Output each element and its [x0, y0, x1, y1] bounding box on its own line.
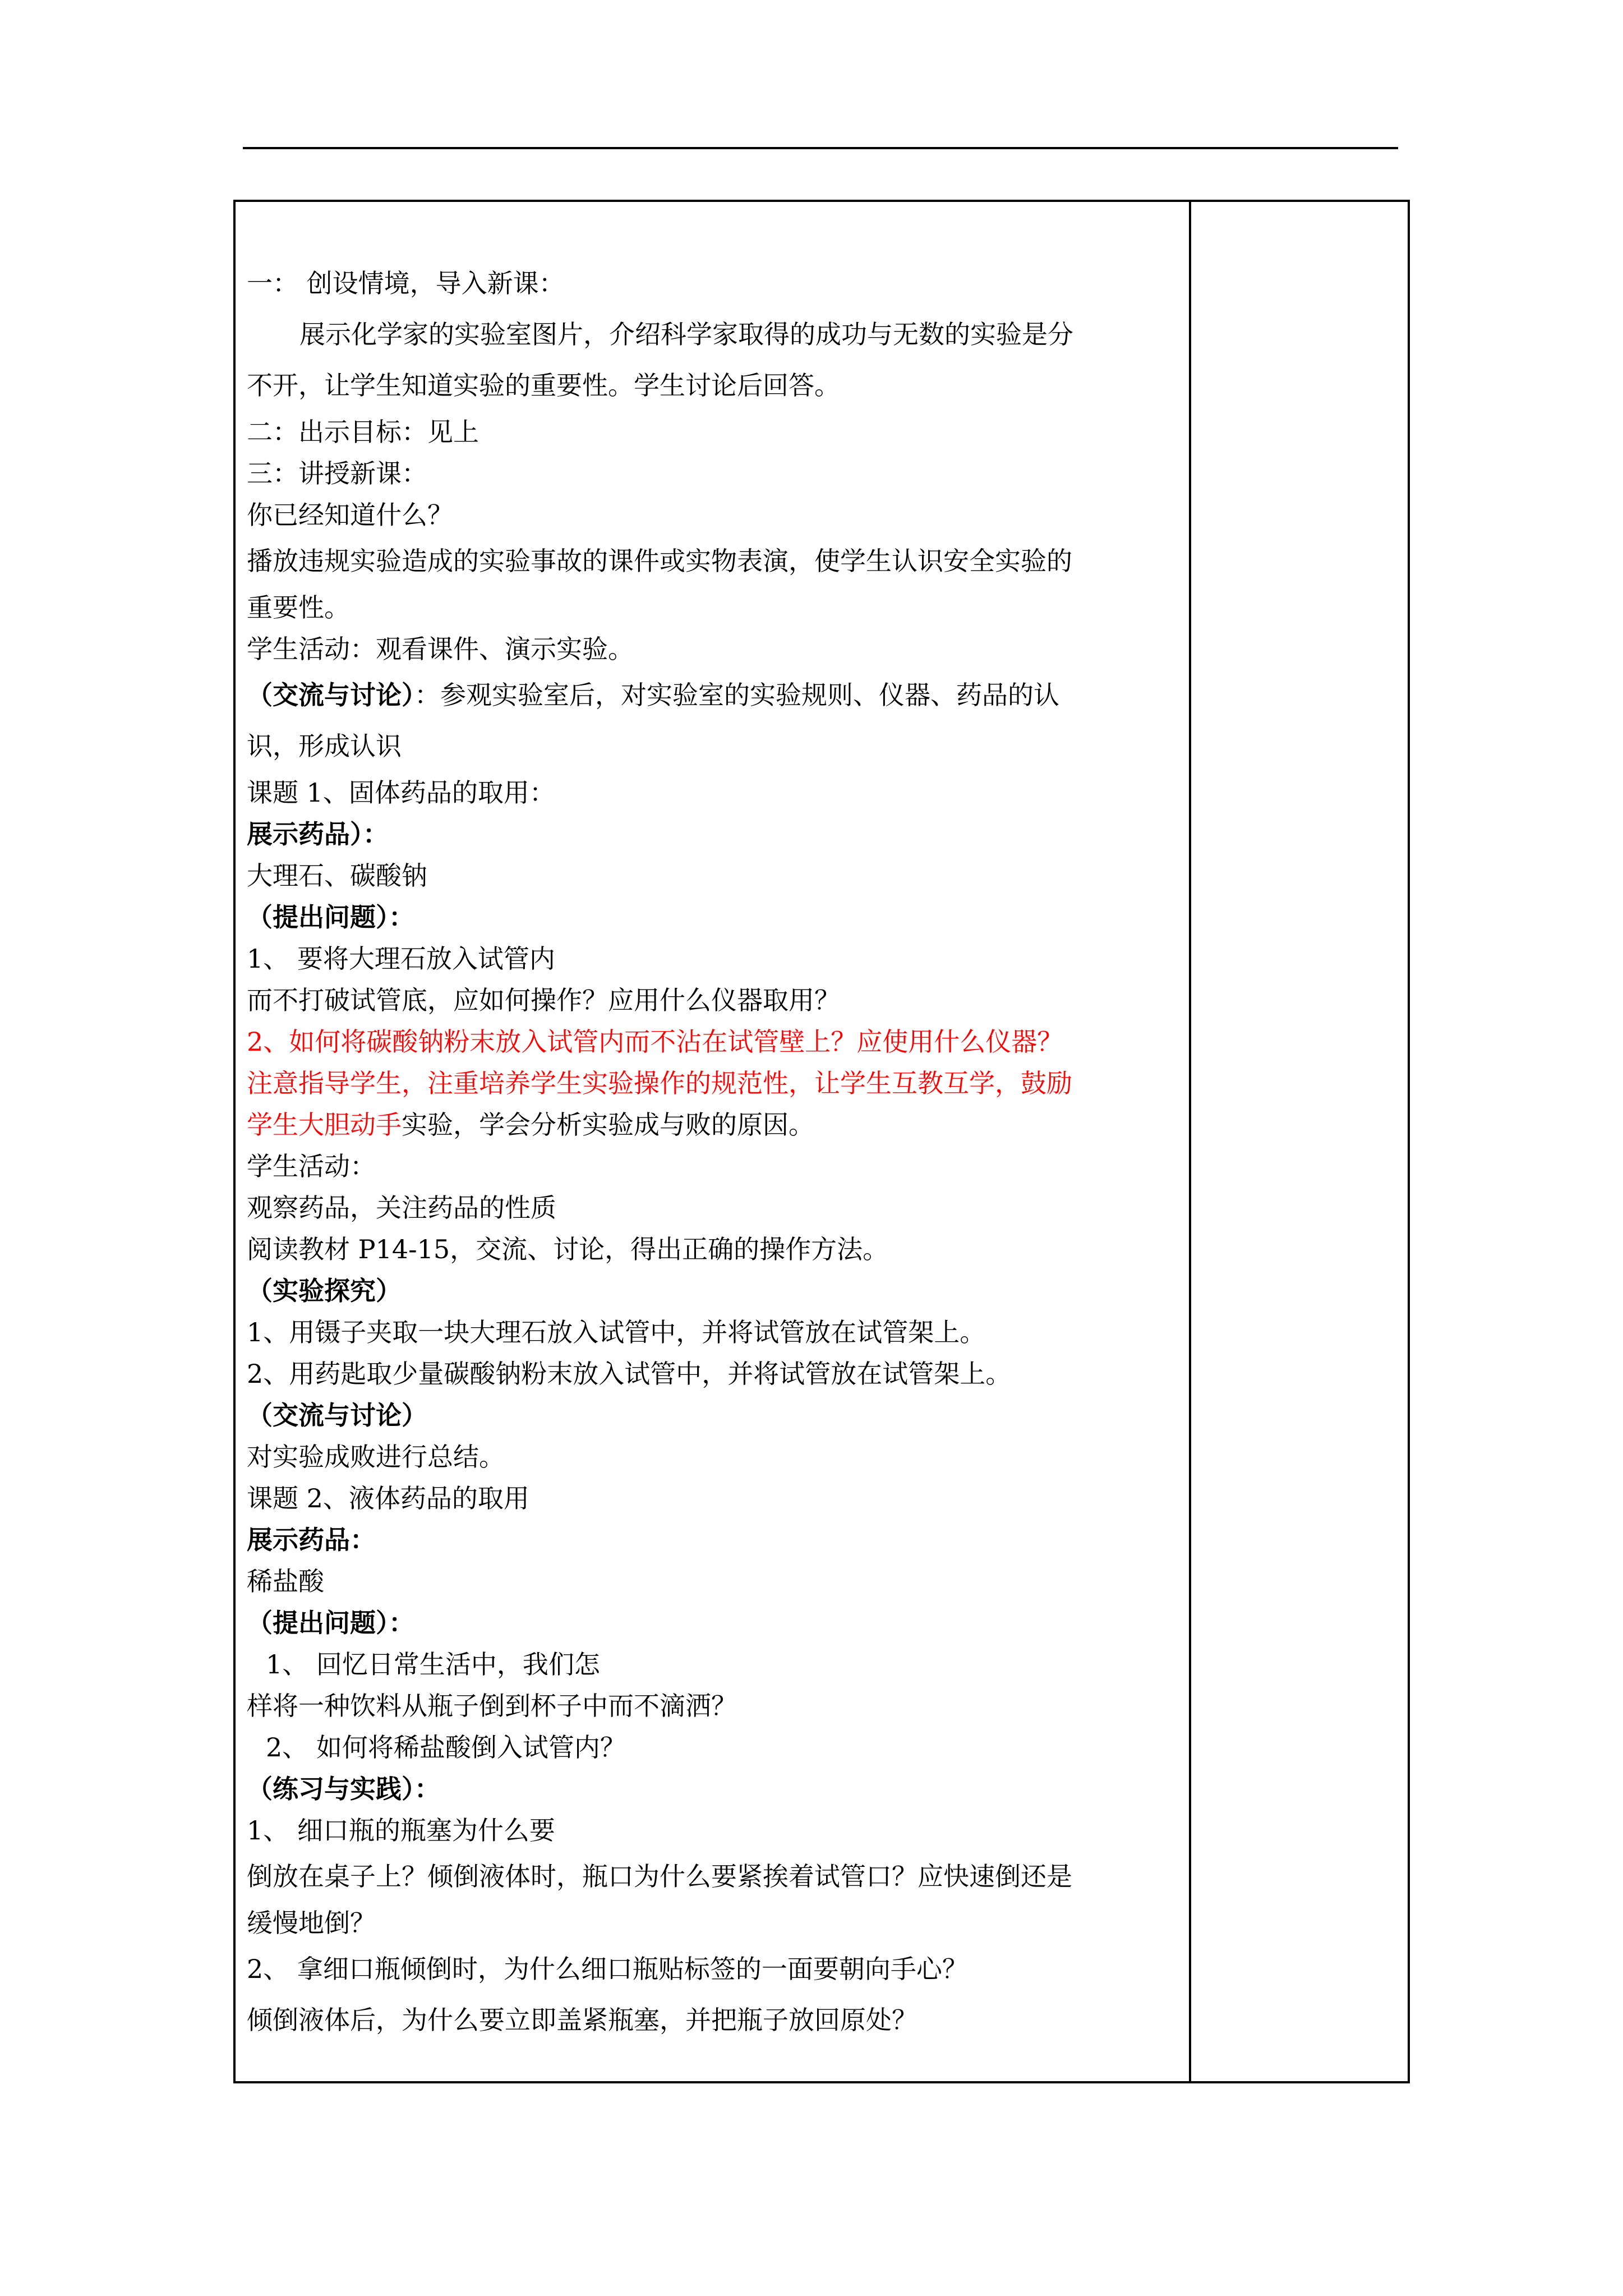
list-item: 2、 拿细口瓶倾倒时，为什么细口瓶贴标签的一面要朝向手心？: [247, 1954, 968, 1984]
discussion-label: （交流与讨论）: [247, 680, 414, 710]
list-item: 2、 如何将稀盐酸倒入试管内？: [266, 1732, 626, 1763]
section-heading: 三：讲授新课：: [247, 458, 427, 489]
highlighted-note: 2、如何将碳酸钠粉末放入试管内而不沾在试管壁上？应使用什么仪器？: [247, 1027, 1063, 1057]
header-rule: [243, 147, 1398, 149]
paragraph: 倒放在桌子上？倾倒液体时，瓶口为什么要紧挨着试管口？应快速倒还是: [247, 1861, 1072, 1892]
paragraph: 你已经知道什么？: [247, 500, 453, 530]
paragraph: 倾倒液体后，为什么要立即盖紧瓶塞，并把瓶子放回原处？: [247, 2005, 917, 2035]
topic-heading: 课题 1、固体药品的取用：: [247, 777, 555, 808]
subheading: （提出问题）：: [247, 902, 414, 932]
section-heading: 一： 创设情境，导入新课：: [247, 268, 565, 298]
paragraph: 阅读教材 P14-15，交流、讨论，得出正确的操作方法。: [247, 1234, 889, 1264]
paragraph: 学生活动：观看课件、演示实验。: [247, 634, 634, 664]
subheading: （练习与实践）：: [247, 1774, 440, 1804]
list-item: 1、 要将大理石放入试管内: [247, 944, 555, 974]
paragraph: 样将一种饮料从瓶子倒到杯子中而不滴洒？: [247, 1691, 737, 1721]
paragraph: 播放违规实验造成的实验事故的课件或实物表演，使学生认识安全实验的: [247, 546, 1072, 576]
list-item: 1、用镊子夹取一块大理石放入试管中，并将试管放在试管架上。: [247, 1317, 986, 1347]
list-item: 2、用药匙取少量碳酸钠粉末放入试管中，并将试管放在试管架上。: [247, 1359, 1012, 1389]
subheading: （提出问题）：: [247, 1608, 414, 1638]
list-item: 1、 回忆日常生活中，我们怎: [266, 1649, 600, 1680]
column-divider: [1189, 200, 1191, 2083]
list-item: 1、 细口瓶的瓶塞为什么要: [247, 1815, 555, 1846]
section-heading: 二：出示目标：见上: [247, 417, 479, 447]
paragraph: 缓慢地倒？: [247, 1908, 376, 1938]
paragraph: 学生活动：: [247, 1151, 376, 1181]
paragraph: 大理石、碳酸钠: [247, 861, 427, 891]
paragraph: 而不打破试管底，应如何操作？应用什么仪器取用？: [247, 985, 840, 1015]
paragraph: （交流与讨论）：参观实验室后，对实验室的实验规则、仪器、药品的认: [247, 680, 1059, 710]
subheading: 展示药品）：: [247, 819, 389, 849]
paragraph: 不开，让学生知道实验的重要性。学生讨论后回答。: [247, 370, 840, 401]
subheading: 展示药品：: [247, 1525, 376, 1555]
paragraph: 稀盐酸: [247, 1566, 324, 1596]
paragraph: 观察药品，关注药品的性质: [247, 1193, 556, 1223]
subheading: （交流与讨论）: [247, 1400, 427, 1430]
highlighted-note: 注意指导学生，注重培养学生实验操作的规范性，让学生互教互学，鼓励: [247, 1068, 1072, 1098]
paragraph: 学生大胆动手实验，学会分析实验成与败的原因。: [247, 1110, 814, 1140]
subheading: （实验探究）: [247, 1276, 402, 1306]
highlighted-note: 学生大胆动手: [247, 1110, 402, 1140]
paragraph: 重要性。: [247, 592, 350, 623]
topic-heading: 课题 2、液体药品的取用: [247, 1483, 529, 1513]
lesson-content: [247, 258, 1178, 2046]
paragraph: 对实验成败进行总结。: [247, 1442, 505, 1472]
paragraph: 展示化学家的实验室图片，介绍科学家取得的成功与无数的实验是分: [299, 319, 1073, 349]
paragraph: 识，形成认识: [247, 731, 402, 761]
